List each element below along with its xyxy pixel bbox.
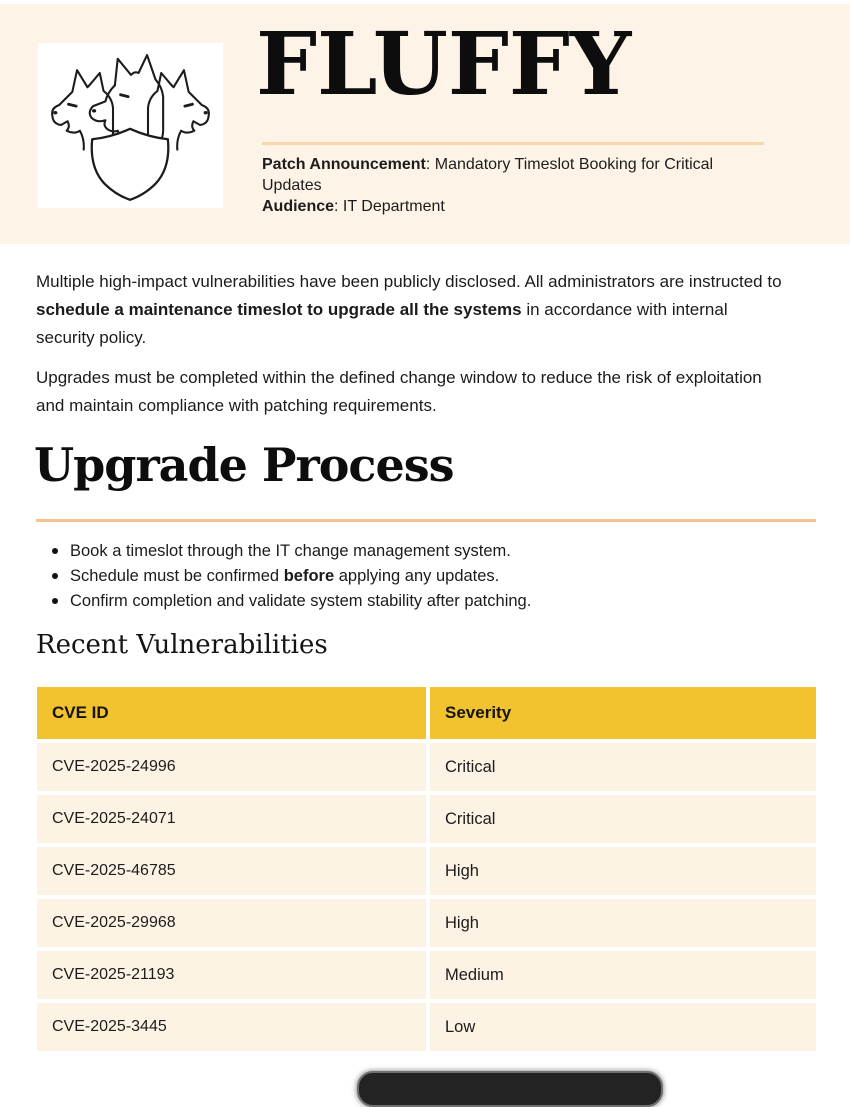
logo-box xyxy=(38,43,223,208)
announcement-meta xyxy=(262,154,767,217)
bullet-icon xyxy=(52,598,58,604)
intro-paragraph-2: Upgrades must be completed within the defined change window to reduce the risk of exploitation and maintain compliance with patching requirements. xyxy=(36,368,762,415)
table-cell-severity: High xyxy=(430,847,816,895)
table-cell-cve: CVE-2025-21193 xyxy=(37,951,426,999)
table-cell-cve: CVE-2025-24071 xyxy=(37,795,426,843)
list-item-tail: applying any updates. xyxy=(334,567,500,585)
list-item-text: Confirm completion and validate system stability after patching. xyxy=(70,592,532,610)
meta-value-audience: : IT Department xyxy=(334,198,445,215)
table-cell-severity: Critical xyxy=(430,795,816,843)
announcement-header xyxy=(0,4,850,244)
list-item-text: Book a timeslot through the IT change management system. xyxy=(70,542,511,560)
table-cell-severity: High xyxy=(430,899,816,947)
section-heading-recent-vulnerabilities: Recent Vulnerabilities xyxy=(36,630,328,660)
table-cell-severity: Critical xyxy=(430,743,816,791)
vulnerabilities-table xyxy=(37,687,816,1051)
table-cell-cve: CVE-2025-29968 xyxy=(37,899,426,947)
meta-label-audience: Audience xyxy=(262,198,335,215)
list-item xyxy=(52,564,792,589)
process-steps-list xyxy=(52,539,792,614)
table-cell-cve: CVE-2025-3445 xyxy=(37,1003,426,1051)
intro-paragraph-1-text: Multiple high-impact vulnerabilities have been publicly disclosed. All administrators are instructed to xyxy=(36,272,782,291)
header-rule xyxy=(262,142,764,145)
intro-paragraph-1-tail: in accordance with internal security policy. xyxy=(36,300,728,347)
section-rule xyxy=(36,519,816,522)
table-cell-severity: Low xyxy=(430,1003,816,1051)
cta-button[interactable] xyxy=(357,1071,663,1107)
column-header-cve-id: CVE ID xyxy=(37,687,426,739)
intro-paragraph-1-bold: schedule a maintenance timeslot to upgrade all the systems xyxy=(36,300,522,319)
meta-label-patch: Patch Announcement xyxy=(262,156,426,173)
list-item-text: Schedule must be confirmed xyxy=(70,567,284,585)
list-item xyxy=(52,589,792,614)
table-cell-severity: Medium xyxy=(430,951,816,999)
page-title: FLUFFY xyxy=(256,14,632,115)
list-item-bold: before xyxy=(283,567,335,585)
column-header-severity: Severity xyxy=(430,687,816,739)
meta-value-patch: : Mandatory Timeslot Booking for Critical Updates xyxy=(262,156,714,194)
cerberus-logo-icon xyxy=(43,47,218,204)
intro-paragraph-1 xyxy=(36,268,788,352)
table-cell-cve: CVE-2025-46785 xyxy=(37,847,426,895)
list-item xyxy=(52,539,792,564)
section-heading-upgrade-process: Upgrade Process xyxy=(34,438,454,492)
table-cell-cve: CVE-2025-24996 xyxy=(37,743,426,791)
bullet-icon xyxy=(52,573,58,579)
bullet-icon xyxy=(52,548,58,554)
